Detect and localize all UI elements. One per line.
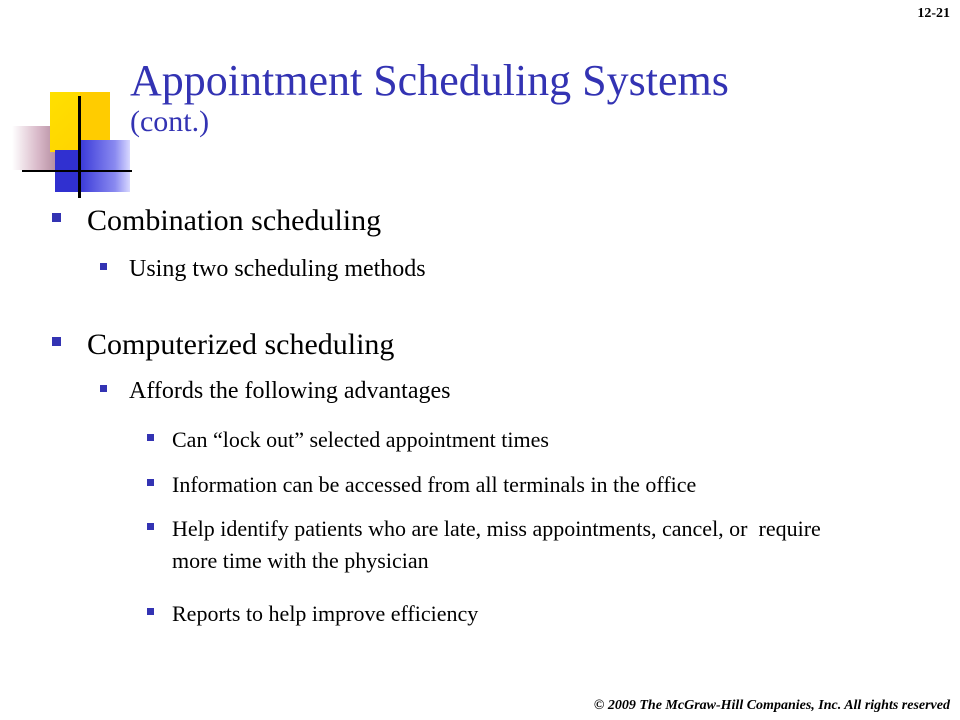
- bullet-square-icon: [52, 337, 61, 346]
- bullet-item: [147, 598, 478, 630]
- bullet-text: Reports to help improve efficiency: [172, 601, 479, 626]
- bullet-square-icon: [147, 479, 154, 486]
- bullet-text: Computerized scheduling: [87, 328, 395, 361]
- bullet-item: [147, 424, 549, 456]
- copyright-footer: © 2009 The McGraw-Hill Companies, Inc. All rights reserved: [593, 698, 950, 713]
- bullet-item: [147, 469, 696, 501]
- bullet-square-icon: [147, 434, 154, 441]
- bullet-text: Information can be accessed from all terminals in the office: [172, 472, 697, 497]
- bullet-item: [147, 513, 847, 577]
- bullet-item: [100, 256, 426, 283]
- bullet-item: [52, 204, 381, 238]
- bullet-text: Help identify patients who are late, miss appointments, cancel, or require more time with the physician: [172, 516, 827, 573]
- bullet-square-icon: [100, 385, 107, 392]
- bullet-text: Using two scheduling methods: [129, 256, 426, 282]
- bullet-square-icon: [100, 263, 107, 270]
- bullet-text: Combination scheduling: [87, 204, 382, 237]
- slide-number: 12-21: [917, 6, 950, 21]
- bullet-text: Can “lock out” selected appointment times: [172, 427, 549, 452]
- bullet-square-icon: [147, 523, 154, 530]
- title-main: Appointment Scheduling Systems: [130, 56, 729, 105]
- bullet-square-icon: [147, 608, 154, 615]
- bullet-item: [100, 378, 450, 405]
- bullet-item: [52, 328, 394, 362]
- bullet-text: Affords the following advantages: [129, 378, 451, 404]
- title-subtitle: (cont.): [130, 105, 210, 139]
- bullet-square-icon: [52, 213, 61, 222]
